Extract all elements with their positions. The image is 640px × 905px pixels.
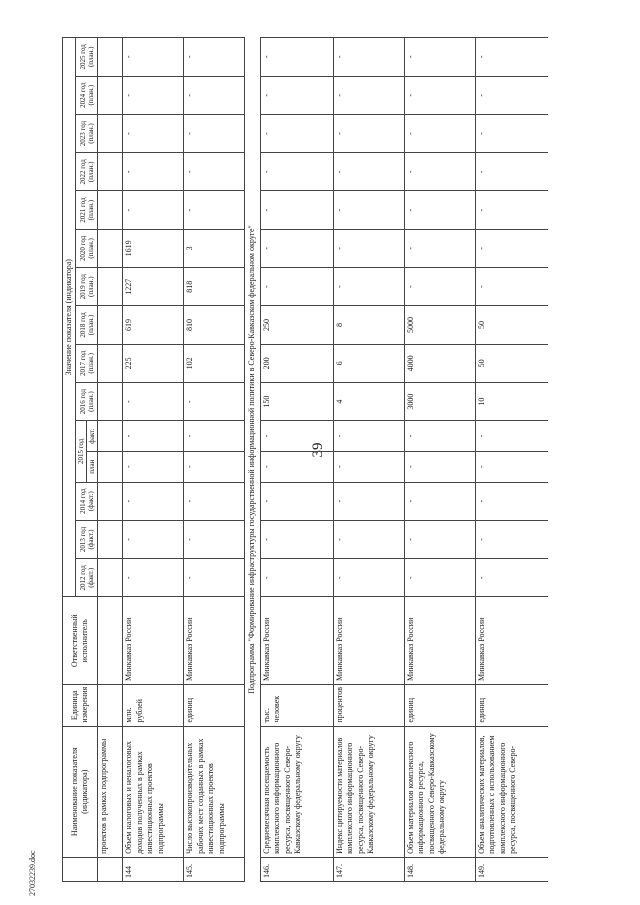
value-cell: - — [260, 76, 333, 114]
value-cell: - — [475, 229, 548, 267]
value-cell: - — [260, 559, 333, 597]
indicator-table — [62, 37, 548, 882]
value-cell: - — [123, 382, 184, 420]
value-cell: - — [475, 559, 548, 597]
value-cell: - — [333, 451, 404, 482]
indicator-name: Объем налоговых и неналоговых доходов полученных в рамках инвестиционных проектов подпрограммы — [123, 726, 184, 857]
value-cell: 3 — [184, 229, 245, 267]
value-cell: 225 — [123, 344, 184, 382]
footer — [8, 850, 58, 898]
value-cell: - — [333, 153, 404, 191]
value-cell: 150 — [260, 382, 333, 420]
value-cell: - — [184, 559, 245, 597]
row-number: 145. — [184, 857, 245, 881]
value-cell: - — [475, 38, 548, 77]
value-cell: - — [333, 38, 404, 77]
value-cell: - — [475, 421, 548, 452]
header-num — [63, 857, 98, 881]
header-2015-plan: план — [87, 451, 98, 482]
footer-filename: 27032239.doc — [28, 850, 37, 896]
value-cell: - — [184, 382, 245, 420]
value-cell: - — [333, 559, 404, 597]
header-year-2023: 2023 год (план.) — [76, 114, 98, 152]
value-cell: - — [404, 153, 475, 191]
value-cell: - — [260, 451, 333, 482]
value-cell: - — [404, 114, 475, 152]
value-cell: 250 — [260, 306, 333, 344]
value-cell: - — [333, 268, 404, 306]
value-cell: - — [404, 482, 475, 520]
value-cell: - — [260, 153, 333, 191]
value-cell: 4000 — [404, 344, 475, 382]
value-cell: - — [123, 76, 184, 114]
header-year-2021: 2021 год (план.) — [76, 191, 98, 229]
value-cell: - — [475, 482, 548, 520]
value-cell: 8 — [333, 306, 404, 344]
subprogram-row — [245, 38, 260, 882]
value-cell: - — [404, 229, 475, 267]
value-cell: - — [404, 520, 475, 558]
value-cell: - — [333, 114, 404, 152]
unit: единиц — [404, 684, 475, 726]
value-cell: - — [404, 451, 475, 482]
header-year-2025: 2025 год (план.) — [76, 38, 98, 77]
value-cell: - — [333, 76, 404, 114]
value-cell: - — [404, 268, 475, 306]
value-cell: - — [260, 38, 333, 77]
value-cell: - — [123, 191, 184, 229]
value-cell: - — [184, 520, 245, 558]
value-cell: - — [475, 76, 548, 114]
header-year-2022: 2022 год (план.) — [76, 153, 98, 191]
value-cell: - — [333, 229, 404, 267]
row-number: 146. — [260, 857, 333, 881]
value-cell: 50 — [475, 344, 548, 382]
value-cell: - — [404, 421, 475, 452]
responsible: Минкавказ России — [404, 597, 475, 685]
value-cell: - — [333, 191, 404, 229]
subprogram-title: Подпрограмма "Формирование инфраструктуры государственной информационной политики в Северо-Кавказском федеральном округе" — [245, 38, 260, 882]
header-year-2016: 2016 год (план.) — [76, 382, 98, 420]
value-cell: - — [260, 191, 333, 229]
table-row — [123, 38, 184, 882]
value-cell: 3000 — [404, 382, 475, 420]
value-cell: - — [475, 191, 548, 229]
value-cell: - — [260, 114, 333, 152]
table-row — [404, 38, 475, 882]
header-year-2024: 2024 год (план.) — [76, 76, 98, 114]
value-cell: - — [260, 421, 333, 452]
indicator-table-container — [62, 37, 602, 882]
indicator-name: Индекс цитируемости материалов комплексного информационного ресурса, посвященного Северо-Кавказскому федеральному округу — [333, 726, 404, 857]
header-name: Наименование показателя (индикатора) — [63, 726, 98, 857]
responsible: Минкавказ России — [333, 597, 404, 685]
value-cell: 619 — [123, 306, 184, 344]
table-row — [475, 38, 548, 882]
responsible: Минкавказ России — [184, 597, 245, 685]
header-year-2015: 2015 год — [76, 421, 87, 482]
value-cell: - — [333, 482, 404, 520]
table-row — [260, 38, 333, 882]
value-cell: - — [404, 76, 475, 114]
header-values: Значение показателя (индикатора) — [63, 38, 76, 597]
responsible: Минкавказ России — [123, 597, 184, 685]
value-cell: 10 — [475, 382, 548, 420]
indicator-name: Объем аналитических материалов, подготовленных с использованием комплексного информационного ресурса, посвященного Северо- — [475, 726, 548, 857]
value-cell: - — [404, 38, 475, 77]
header-year-2014: 2014 год (факт.) — [76, 482, 98, 520]
value-cell: 1619 — [123, 229, 184, 267]
value-cell: - — [260, 229, 333, 267]
indicator-name: Среднемесячная посещаемость комплексного информационного ресурса, посвященного Северо-Кавказскому федеральному округу — [260, 726, 333, 857]
value-cell: 200 — [260, 344, 333, 382]
value-cell: 102 — [184, 344, 245, 382]
table-row-continuation — [98, 38, 123, 882]
value-cell: - — [404, 559, 475, 597]
row-number: 148. — [404, 857, 475, 881]
value-cell: - — [333, 421, 404, 452]
page-number: 39 — [310, 442, 326, 458]
table-row — [333, 38, 404, 882]
header-year-2018: 2018 год (план.) — [76, 306, 98, 344]
value-cell: 50 — [475, 306, 548, 344]
value-cell: - — [184, 38, 245, 77]
value-cell: 5000 — [404, 306, 475, 344]
header-year-2017: 2017 год (план.) — [76, 344, 98, 382]
row-number: 149. — [475, 857, 548, 881]
value-cell: - — [333, 520, 404, 558]
value-cell: - — [123, 114, 184, 152]
value-cell: - — [123, 482, 184, 520]
value-cell: - — [184, 482, 245, 520]
indicator-name: Число высокопроизводительных рабочих мест созданных в рамках инвестиционных проектов подпрограммы — [184, 726, 245, 857]
row-number: 147. — [333, 857, 404, 881]
value-cell: 4 — [333, 382, 404, 420]
indicator-name: Объем материалов комплексного информационного ресурса, посвященного Северо-Кавказскому федеральному округу — [404, 726, 475, 857]
value-cell: - — [184, 114, 245, 152]
value-cell: - — [475, 153, 548, 191]
unit: единиц — [184, 684, 245, 726]
value-cell: - — [184, 191, 245, 229]
value-cell: 810 — [184, 306, 245, 344]
value-cell: - — [123, 421, 184, 452]
value-cell: - — [475, 451, 548, 482]
value-cell: - — [184, 76, 245, 114]
value-cell: 1227 — [123, 268, 184, 306]
header-year-2020: 2020 год (план.) — [76, 229, 98, 267]
value-cell: - — [260, 268, 333, 306]
unit: тыс. человек — [260, 684, 333, 726]
value-cell: - — [184, 451, 245, 482]
unit: процентов — [333, 684, 404, 726]
value-cell: - — [475, 114, 548, 152]
continuation-name: проектов в рамках подпрограммы — [98, 726, 123, 857]
value-cell: - — [475, 268, 548, 306]
value-cell: - — [123, 520, 184, 558]
value-cell: - — [123, 153, 184, 191]
row-number: 144 — [123, 857, 184, 881]
value-cell: - — [123, 451, 184, 482]
value-cell: 6 — [333, 344, 404, 382]
responsible: Минкавказ России — [260, 597, 333, 685]
header-year-2012: 2012 год (факт.) — [76, 559, 98, 597]
value-cell: - — [123, 38, 184, 77]
value-cell: 818 — [184, 268, 245, 306]
header-unit: Единица измерения — [63, 684, 98, 726]
header-year-2019: 2019 год (план.) — [76, 268, 98, 306]
value-cell: - — [260, 482, 333, 520]
header-2015-fact: факт. — [87, 421, 98, 452]
value-cell: - — [184, 421, 245, 452]
responsible: Минкавказ России — [475, 597, 548, 685]
value-cell: - — [260, 520, 333, 558]
table-row — [184, 38, 245, 882]
unit: единиц — [475, 684, 548, 726]
header-year-2013: 2013 год (факт.) — [76, 520, 98, 558]
value-cell: - — [123, 559, 184, 597]
value-cell: - — [184, 153, 245, 191]
value-cell: - — [404, 191, 475, 229]
value-cell: - — [475, 520, 548, 558]
header-responsible: Ответственный исполнитель — [63, 597, 98, 685]
unit: млн. рублей — [123, 684, 184, 726]
